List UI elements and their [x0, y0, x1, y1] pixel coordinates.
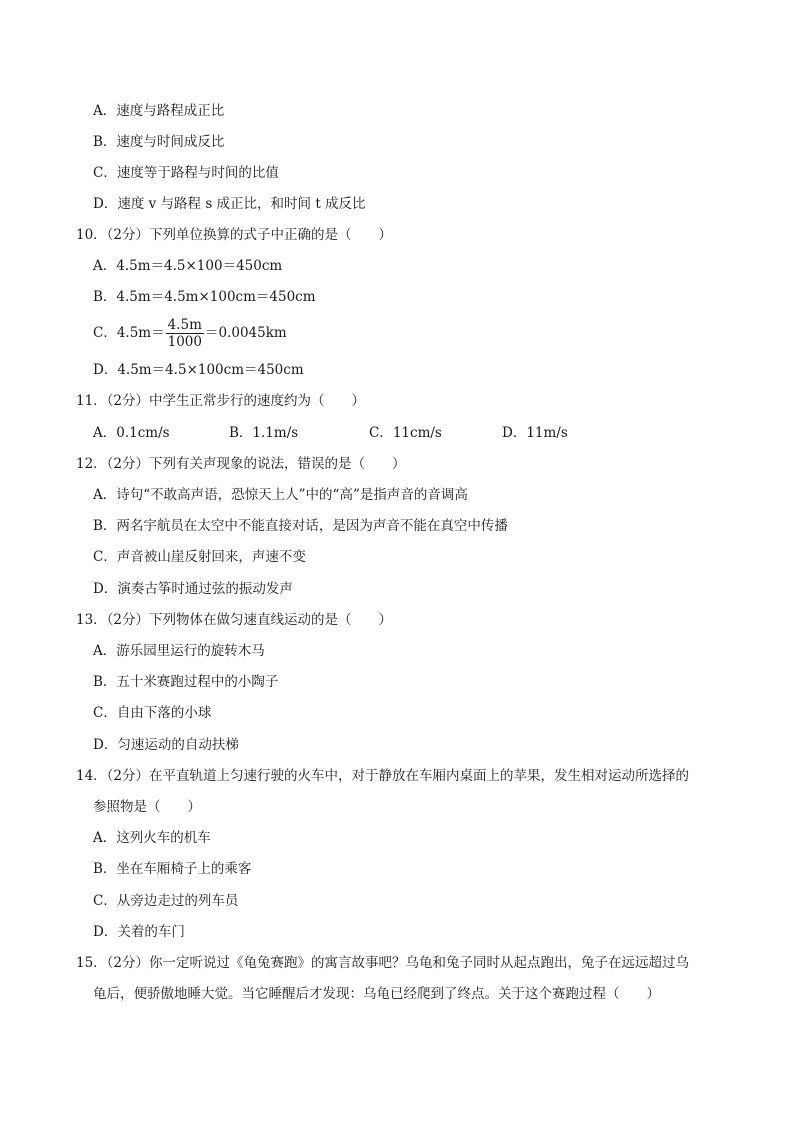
q13-option-d: D．匀速运动的自动扶梯: [93, 737, 239, 753]
q10-option-b: B．4.5m＝4.5m×100cm＝450cm: [93, 289, 316, 305]
q13-option-a: A．游乐园里运行的旋转木马: [93, 643, 265, 659]
q14-option-d: D．关着的车门: [93, 924, 185, 940]
q9-option-a: A．速度与路程成正比: [93, 103, 225, 119]
q11-option-d: D．11m/s: [502, 425, 568, 441]
q13-stem: 13．（2分）下列物体在做匀速直线运动的是（ ）: [76, 612, 393, 628]
q14-option-c: C．从旁边走过的列车员: [93, 893, 239, 909]
q13-option-b: B．五十米赛跑过程中的小陶子: [93, 674, 279, 690]
q14-stem-line2: 参照物是（ ）: [93, 799, 201, 815]
fraction-numerator: 4.5m: [166, 317, 204, 334]
q10-option-d: D．4.5m＝4.5×100cm＝450cm: [93, 362, 304, 378]
q11-stem: 11．（2分）中学生正常步行的速度约为（ ）: [76, 393, 366, 409]
q10-option-c: [93, 316, 287, 350]
q12-option-c: C．声音被山崖反射回来，声速不变: [93, 549, 306, 565]
fraction-denominator: 1000: [167, 334, 202, 350]
q10-option-a: A．4.5m＝4.5×100＝450cm: [93, 258, 283, 274]
q9-option-b: B．速度与时间成反比: [93, 134, 225, 150]
q12-stem: 12．（2分）下列有关声现象的说法，错误的是（ ）: [76, 456, 406, 472]
q15-stem-line2: 龟后，便骄傲地睡大觉。当它睡醒后才发现：乌龟已经爬到了终点。关于这个赛跑过程（ ）: [93, 986, 660, 1002]
q14-stem-line1: 14．（2分）在平直轨道上匀速行驶的火车中，对于静放在车厢内桌面上的苹果，发生相对运动所选择的: [76, 768, 690, 784]
q9-option-c: C．速度等于路程与时间的比值: [93, 165, 279, 181]
q10-option-c-fraction: [166, 317, 204, 350]
q11-option-c: C．11cm/s: [369, 425, 442, 441]
q12-option-d: D．演奏古筝时通过弦的振动发声: [93, 581, 293, 597]
q11-option-b: B．1.1m/s: [229, 425, 299, 441]
q12-option-a: A．诗句“不敢高声语，恐惊天上人”中的“高”是指声音的音调高: [93, 487, 468, 503]
q15-stem-line1: 15．（2分）你一定听说过《龟兔赛跑》的寓言故事吧？乌龟和兔子同时从起点跑出，兔子在远远超过乌: [76, 955, 690, 971]
q14-option-b: B．坐在车厢椅子上的乘客: [93, 861, 252, 877]
q10-option-c-suffix: ＝0.0045km: [204, 325, 287, 341]
q13-option-c: C．自由下落的小球: [93, 705, 212, 721]
q9-option-d: D．速度 v 与路程 s 成正比，和时间 t 成反比: [93, 196, 366, 212]
q11-option-a: A．0.1cm/s: [93, 425, 170, 441]
q12-option-b: B．两名宇航员在太空中不能直接对话，是因为声音不能在真空中传播: [93, 518, 508, 534]
q10-stem: 10．（2分）下列单位换算的式子中正确的是（ ）: [76, 227, 393, 243]
q14-option-a: A．这列火车的机车: [93, 830, 211, 846]
q10-option-c-prefix: C．4.5m＝: [93, 325, 165, 341]
